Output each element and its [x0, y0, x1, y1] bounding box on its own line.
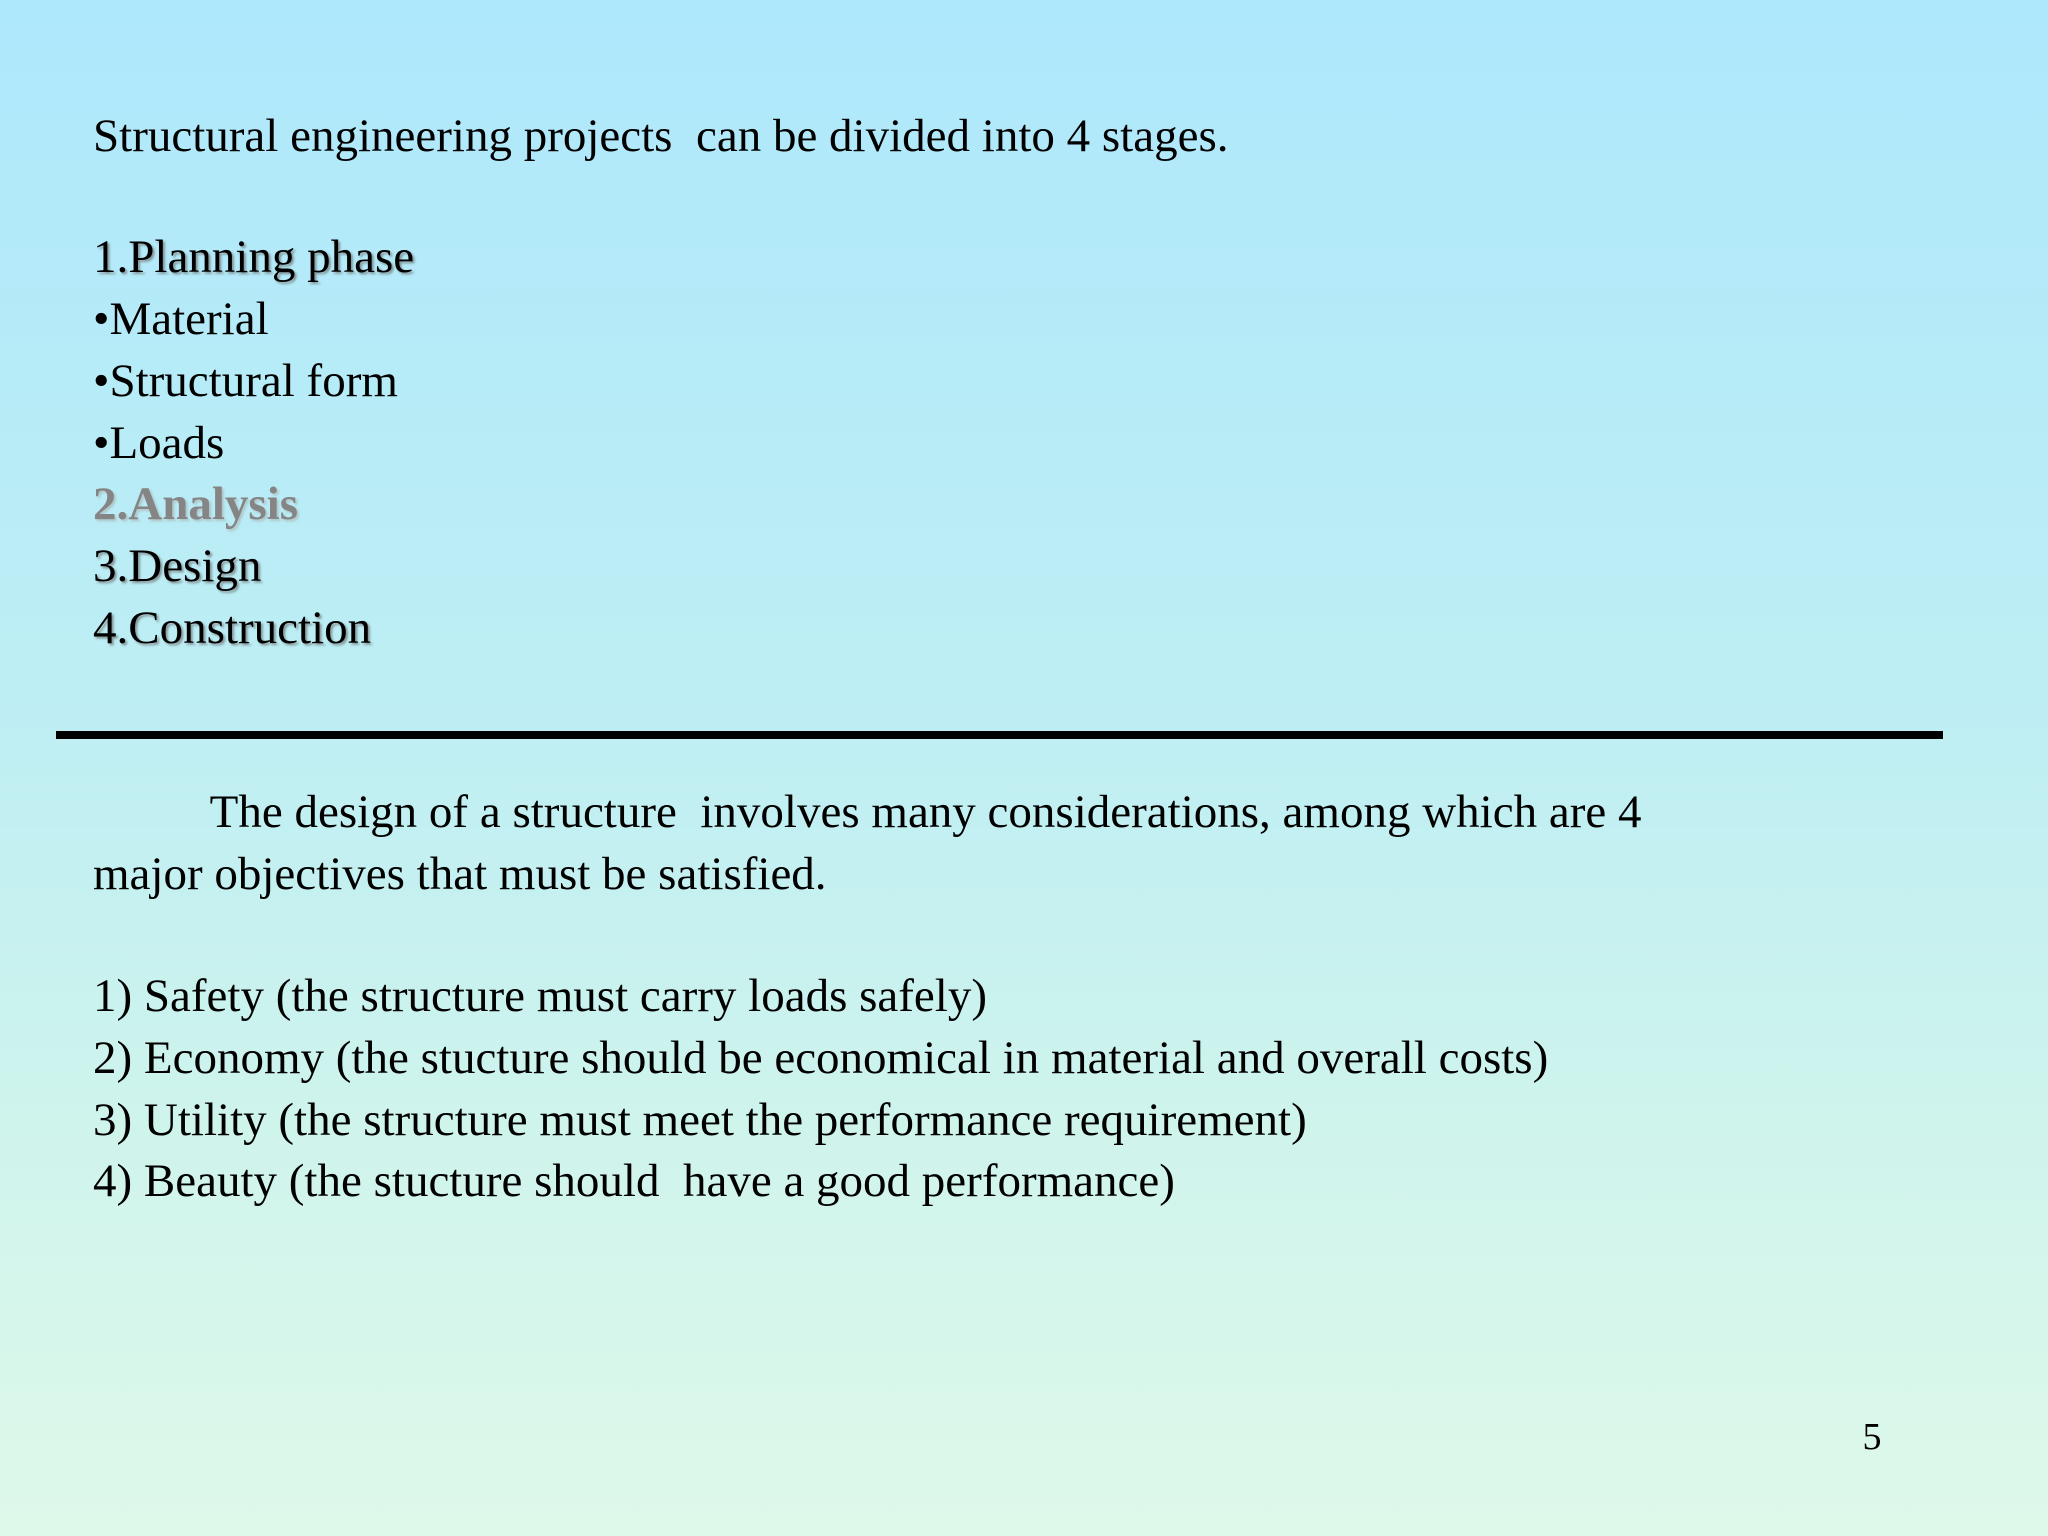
paragraph-line-1: The design of a structure involves many considerations, among which are 4: [93, 786, 1642, 838]
objective-beauty: 4) Beauty (the stucture should have a good performance): [93, 1155, 1175, 1207]
stage-design: 3.Design: [93, 540, 262, 592]
bullet-material: •Material: [93, 293, 269, 345]
objective-economy: 2) Economy (the stucture should be economical in material and overall costs): [93, 1032, 1549, 1084]
stage-planning: 1.Planning phase: [93, 231, 415, 283]
stage-construction: 4.Construction: [93, 602, 372, 654]
objective-safety: 1) Safety (the structure must carry loads safely): [93, 970, 987, 1022]
bullet-loads: •Loads: [93, 417, 225, 469]
objective-utility: 3) Utility (the structure must meet the performance requirement): [93, 1094, 1307, 1146]
bullet-structural-form: •Structural form: [93, 355, 398, 407]
page-number: 5: [1862, 1416, 1882, 1458]
paragraph-line-2: major objectives that must be satisfied.: [93, 848, 827, 900]
stage-analysis: 2.Analysis: [93, 478, 299, 530]
divider-line: [56, 731, 1943, 739]
intro-text: Structural engineering projects can be divided into 4 stages.: [93, 110, 1229, 162]
